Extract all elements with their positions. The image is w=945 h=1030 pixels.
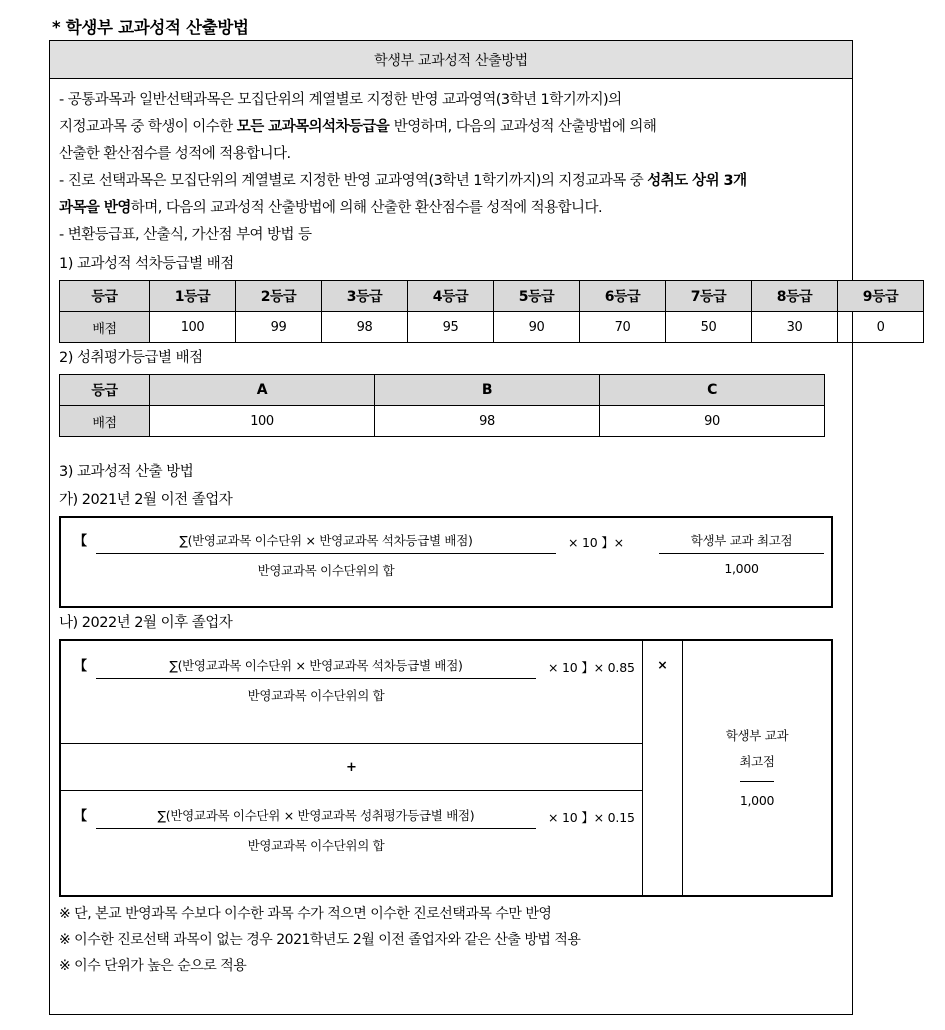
formula-left-column bbox=[61, 641, 643, 895]
paragraph-line bbox=[59, 141, 843, 168]
text-segment: 지정교과목 중 학생이 이수한 bbox=[59, 119, 237, 135]
formula-term-rank bbox=[61, 641, 642, 744]
paragraph-common-subjects bbox=[59, 87, 843, 168]
table-cell-header: 2등급 bbox=[236, 281, 322, 312]
table-row bbox=[60, 406, 825, 437]
table-cell-header: 3등급 bbox=[322, 281, 408, 312]
table-cell-header: C bbox=[600, 375, 825, 406]
formula-fraction-max-score bbox=[659, 531, 824, 576]
paragraph-line bbox=[59, 168, 843, 195]
section-label-case-a: 가) 2021년 2월 이전 졸업자 bbox=[59, 492, 233, 508]
section-label-rank-scores: 1) 교과성적 석차등급별 배점 bbox=[59, 256, 234, 272]
body-content bbox=[50, 79, 899, 897]
table-cell-value: 70 bbox=[580, 312, 666, 343]
table-cell-value: 90 bbox=[600, 406, 825, 437]
table-cell-value: 50 bbox=[666, 312, 752, 343]
formula-numerator: ∑(반영교과목 이수단위 × 반영교과목 성취평가등급별 배점) bbox=[157, 808, 475, 823]
formula-right-column bbox=[683, 641, 831, 895]
rank-grade-table bbox=[59, 280, 924, 343]
bracket-open-icon: 【 bbox=[74, 809, 88, 824]
footnote-item: ※ 단, 본교 반영과목 수보다 이수한 과목 수가 적으면 이수한 진로선택과목 수만 반영 bbox=[59, 906, 552, 922]
table-cell-value: 98 bbox=[322, 312, 408, 343]
paragraph-line bbox=[59, 114, 843, 141]
section-label-achievement-scores: 2) 성취평가등급별 배점 bbox=[59, 350, 203, 366]
paragraph-line bbox=[59, 87, 843, 114]
formula-numerator: ∑(반영교과목 이수단위 × 반영교과목 석차등급별 배점) bbox=[179, 533, 473, 548]
table-cell-value: 90 bbox=[494, 312, 580, 343]
formula-term-achievement bbox=[61, 791, 642, 895]
table-cell-value: 98 bbox=[375, 406, 600, 437]
formula-plus-operator: + bbox=[61, 744, 642, 791]
text-segment: - 변환등급표, 산출식, 가산점 부여 방법 등 bbox=[59, 227, 312, 243]
achievement-grade-table bbox=[59, 374, 825, 437]
text-segment: - 공통과목과 일반선택과목은 모집단위의 계열별로 지정한 반영 교과영역(3학년 1학기까지)의 bbox=[59, 92, 622, 108]
formula-multiplier-tail: × 10 】× 0.85 bbox=[548, 660, 635, 675]
table-cell-header: 4등급 bbox=[408, 281, 494, 312]
section-label-case-b: 나) 2022년 2월 이후 졸업자 bbox=[59, 615, 233, 631]
formula-multiply-operator: × bbox=[643, 641, 683, 895]
main-content-box bbox=[49, 40, 899, 1015]
text-segment: 반영하며, 다음의 교과성적 산출방법에 의해 bbox=[393, 119, 657, 135]
bracket-open-icon: 【 bbox=[74, 534, 88, 549]
formula-denominator: 1,000 bbox=[739, 792, 775, 808]
formula-box-pre2021 bbox=[59, 516, 833, 608]
formula-denominator: 반영교과목 이수단위의 합 bbox=[257, 563, 395, 578]
footnotes-section bbox=[50, 897, 852, 979]
footnote-item: ※ 이수한 진로선택 과목이 없는 경우 2021학년도 2월 이전 졸업자와 같은 산출 방법 적용 bbox=[59, 932, 581, 948]
banner-title: 학생부 교과성적 산출방법 bbox=[50, 41, 852, 79]
table-cell-value: 30 bbox=[752, 312, 838, 343]
table-cell-header: 등급 bbox=[60, 281, 150, 312]
table-cell-header: A bbox=[150, 375, 375, 406]
table-cell-value: 0 bbox=[838, 312, 924, 343]
formula-box-post2022 bbox=[59, 639, 833, 897]
paragraph-line bbox=[59, 222, 843, 249]
formula-fraction-max-score bbox=[726, 723, 789, 814]
table-cell-header: 8등급 bbox=[752, 281, 838, 312]
paragraph-career-subjects bbox=[59, 168, 843, 249]
text-segment: 하며, 다음의 교과성적 산출방법에 의해 산출한 환산점수를 성적에 적용합니다. bbox=[130, 200, 603, 216]
formula-denominator: 반영교과목 이수단위의 합 bbox=[247, 688, 385, 703]
table-cell-header: 등급 bbox=[60, 375, 150, 406]
table-cell-value: 100 bbox=[150, 406, 375, 437]
formula-denominator: 1,000 bbox=[724, 561, 759, 576]
paragraph-line bbox=[59, 195, 843, 222]
table-cell-header: B bbox=[375, 375, 600, 406]
page-title: * 학생부 교과성적 산출방법 bbox=[52, 18, 249, 37]
text-segment: 산출한 환산점수를 성적에 적용합니다. bbox=[59, 146, 291, 162]
text-segment-bold: 모든 교과목의석차등급을 bbox=[236, 119, 394, 135]
bracket-open-icon: 【 bbox=[74, 659, 88, 674]
formula-multiplier-tail: × 10 】× 0.15 bbox=[548, 810, 635, 825]
table-cell-header: 1등급 bbox=[150, 281, 236, 312]
formula-numerator-line2: 최고점 bbox=[739, 753, 775, 769]
formula-numerator: 학생부 교과 최고점 bbox=[690, 533, 793, 548]
table-row-header bbox=[60, 375, 825, 406]
footnote-item: ※ 이수 단위가 높은 순으로 적용 bbox=[59, 958, 247, 974]
table-cell-value: 95 bbox=[408, 312, 494, 343]
formula-denominator: 반영교과목 이수단위의 합 bbox=[247, 838, 385, 853]
table-cell-header: 5등급 bbox=[494, 281, 580, 312]
table-cell-value: 100 bbox=[150, 312, 236, 343]
table-cell-label: 배점 bbox=[60, 312, 150, 343]
formula-multiplier-tail: × 10 】× bbox=[568, 535, 624, 550]
formula-fraction bbox=[96, 806, 536, 854]
table-cell-header: 7등급 bbox=[666, 281, 752, 312]
section-label-calculation-method: 3) 교과성적 산출 방법 bbox=[59, 464, 194, 480]
table-cell-header: 6등급 bbox=[580, 281, 666, 312]
table-cell-header: 9등급 bbox=[838, 281, 924, 312]
text-segment-bold: 성취도 상위 3개 bbox=[647, 173, 747, 189]
formula-numerator: ∑(반영교과목 이수단위 × 반영교과목 석차등급별 배점) bbox=[169, 658, 463, 673]
table-row bbox=[60, 312, 924, 343]
table-cell-label: 배점 bbox=[60, 406, 150, 437]
formula-numerator-line1: 학생부 교과 bbox=[725, 727, 789, 743]
table-row-header bbox=[60, 281, 924, 312]
text-segment: - 진로 선택과목은 모집단위의 계열별로 지정한 반영 교과영역(3학년 1학기까지)의 지정교과목 중 bbox=[59, 173, 648, 189]
table-cell-value: 99 bbox=[236, 312, 322, 343]
text-segment-bold: 과목을 반영 bbox=[59, 200, 131, 216]
formula-fraction bbox=[96, 656, 536, 704]
formula-fraction-main bbox=[96, 531, 556, 579]
